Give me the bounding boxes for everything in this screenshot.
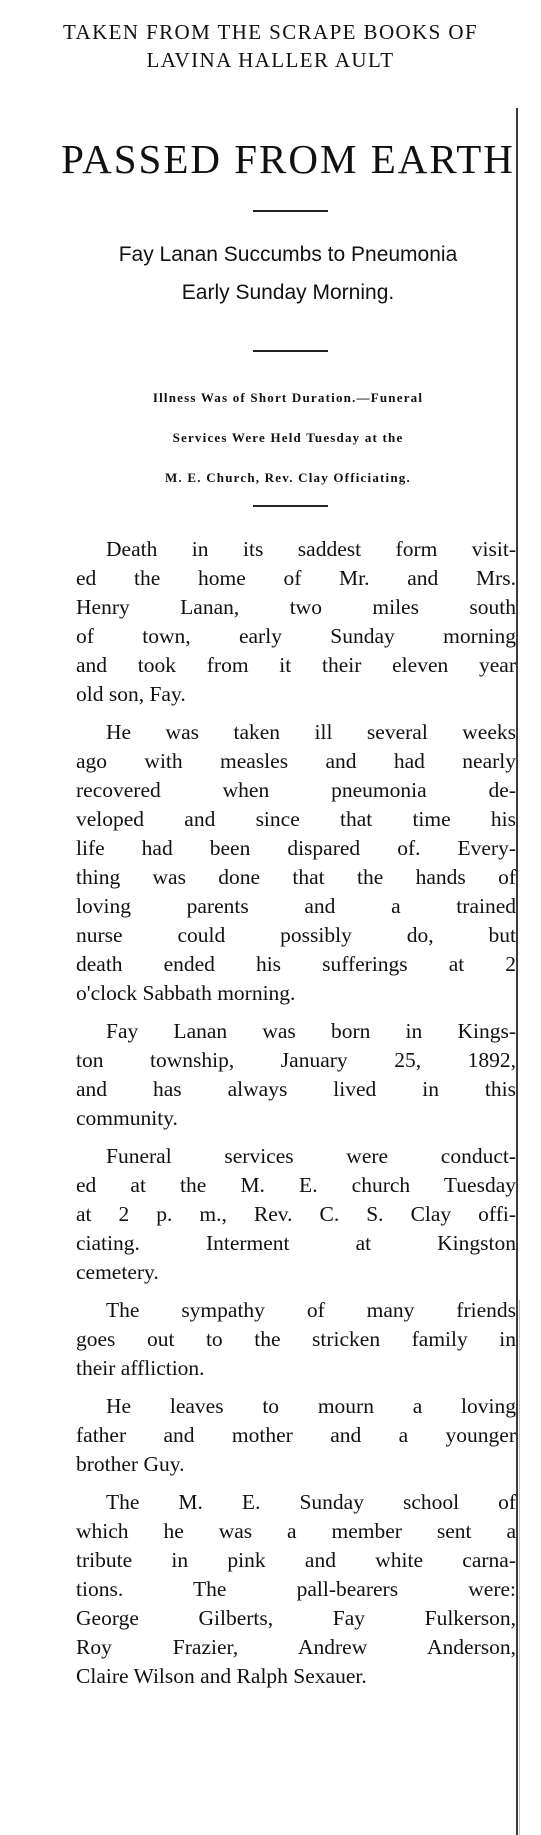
article-line: Death in its saddest form visit- <box>106 537 516 561</box>
article-line: He leaves to mourn a loving <box>106 1394 516 1418</box>
article-line: and took from it their eleven year <box>76 653 516 677</box>
article-line: death ended his sufferings at 2 <box>76 952 516 976</box>
separator-rule <box>253 505 328 507</box>
article-line: and has always lived in this <box>76 1077 516 1101</box>
article-line: ton township, January 25, 1892, <box>76 1048 516 1072</box>
deck-line-1: Illness Was of Short Duration.—Funeral <box>152 390 424 405</box>
article-line: community. <box>76 1106 178 1130</box>
article-line: o'clock Sabbath morning. <box>76 981 296 1005</box>
article-line: goes out to the stricken family in <box>76 1327 516 1351</box>
article-line: thing was done that the hands of <box>76 865 516 889</box>
article-line: ed the home of Mr. and Mrs. <box>76 566 516 590</box>
source-note-line-1: TAKEN FROM THE SCRAPE BOOKS OF <box>62 20 479 44</box>
article-line: life had been dispared of. Every- <box>76 836 516 860</box>
article-paragraph <box>76 1296 516 1383</box>
article-line: Funeral services were conduct- <box>106 1144 516 1168</box>
article-line: ago with measles and had nearly <box>76 749 516 773</box>
article-line: which he was a member sent a <box>76 1519 516 1543</box>
deck <box>60 378 516 498</box>
article-line: He was taken ill several weeks <box>106 720 516 744</box>
deck-line-3: M. E. Church, Rev. Clay Officiating. <box>165 470 411 485</box>
subheadline <box>60 236 516 312</box>
article-line: The M. E. Sunday school of <box>106 1490 516 1514</box>
article-line: Roy Frazier, Andrew Anderson, <box>76 1635 516 1659</box>
article-line: Fay Lanan was born in Kings- <box>106 1019 516 1043</box>
article-paragraph <box>76 1142 516 1287</box>
article-line: Henry Lanan, two miles south <box>76 595 516 619</box>
article-line: tions. The pall-bearers were: <box>76 1577 516 1601</box>
article-paragraph <box>76 1017 516 1133</box>
scrapbook-source-note <box>0 18 541 74</box>
article-line: at 2 p. m., Rev. C. S. Clay offi- <box>76 1202 516 1226</box>
article-line: George Gilberts, Fay Fulkerson, <box>76 1606 516 1630</box>
article-line: old son, Fay. <box>76 682 186 706</box>
column-rule-faint <box>519 1300 520 1835</box>
separator-rule <box>253 210 328 212</box>
article-line: ed at the M. E. church Tuesday <box>76 1173 516 1197</box>
article-line: loving parents and a trained <box>76 894 516 918</box>
article-paragraph <box>76 535 516 709</box>
article-line: cemetery. <box>76 1260 159 1284</box>
article-line: nurse could possibly do, but <box>76 923 516 947</box>
article-body <box>76 535 516 1700</box>
article-line: of town, early Sunday morning <box>76 624 516 648</box>
article-line: brother Guy. <box>76 1452 185 1476</box>
subheadline-line-1: Fay Lanan Succumbs to Pneumonia <box>118 243 458 266</box>
subheadline-line-2: Early Sunday Morning. <box>181 281 395 304</box>
article-line: their affliction. <box>76 1356 205 1380</box>
article-paragraph <box>76 718 516 1008</box>
article-paragraph <box>76 1392 516 1479</box>
article-paragraph <box>76 1488 516 1691</box>
article-line: father and mother and a younger <box>76 1423 516 1447</box>
article-line: Claire Wilson and Ralph Sexauer. <box>76 1664 367 1688</box>
headline: PASSED FROM EARTH <box>61 136 515 182</box>
article-line: The sympathy of many friends <box>106 1298 516 1322</box>
article-line: ciating. Interment at Kingston <box>76 1231 516 1255</box>
column-rule <box>516 108 518 1835</box>
separator-rule <box>253 350 328 352</box>
source-note-line-2: LAVINA HALLER AULT <box>146 48 395 72</box>
article-line: recovered when pneumonia de- <box>76 778 516 802</box>
deck-line-2: Services Were Held Tuesday at the <box>172 430 404 445</box>
article-line: tribute in pink and white carna- <box>76 1548 516 1572</box>
article-line: veloped and since that time his <box>76 807 516 831</box>
